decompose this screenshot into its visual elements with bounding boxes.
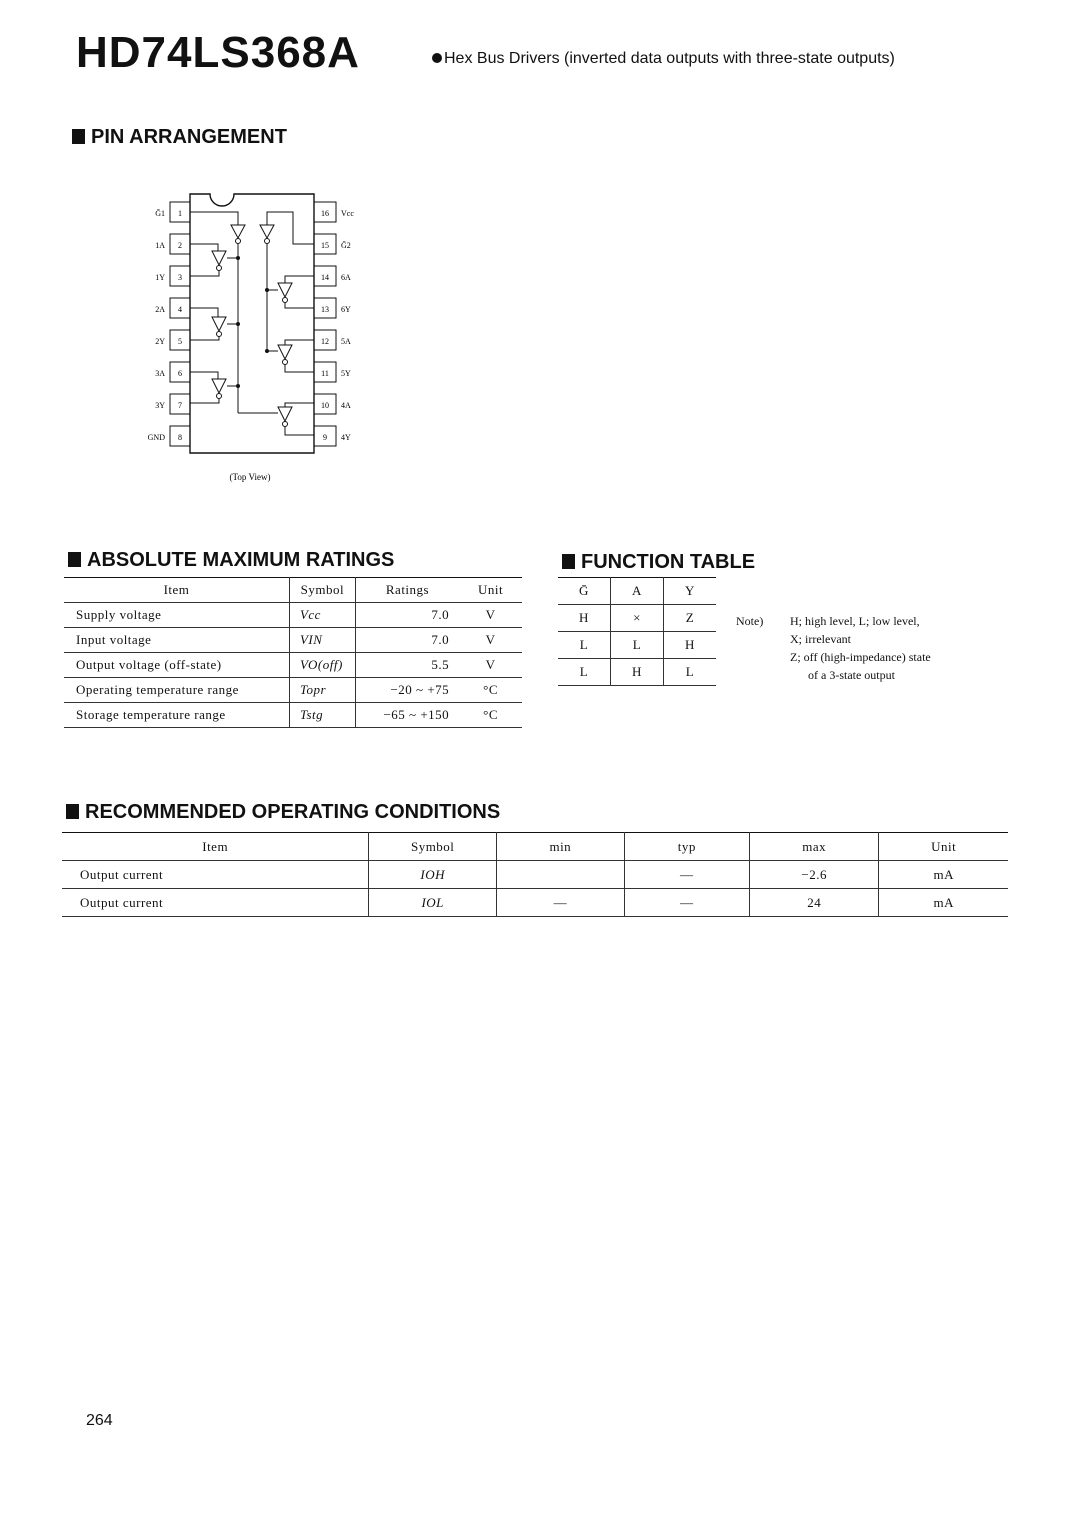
part-number: HD74LS368A — [76, 28, 360, 77]
pin-label: 6A — [341, 273, 351, 282]
cell-unit: V — [459, 603, 522, 628]
cell-value: Z — [664, 605, 717, 632]
square-bullet-icon — [66, 804, 79, 819]
function-table — [558, 577, 716, 686]
junction-dots — [236, 256, 269, 388]
pin-label: Ḡ1 — [155, 209, 165, 218]
cell-min: — — [497, 889, 624, 917]
input-2A-wire — [190, 308, 218, 317]
buffer-4-icon — [278, 407, 292, 421]
table-row — [64, 603, 522, 628]
cell-typ: — — [624, 861, 749, 889]
pin-label: 1A — [155, 241, 165, 250]
col-a: A — [611, 578, 664, 605]
cell-rating: −65 ~ +150 — [355, 703, 459, 728]
cell-value: L — [664, 659, 717, 686]
output-2Y-wire — [190, 337, 219, 340]
buffer-g1-icon — [231, 225, 245, 238]
description-text: Hex Bus Drivers (inverted data outputs with three-state outputs) — [444, 50, 895, 67]
table-row — [558, 605, 716, 632]
cell-unit: °C — [459, 678, 522, 703]
amr-heading: ABSOLUTE MAXIMUM RATINGS — [68, 548, 394, 572]
cell-unit: mA — [879, 861, 1008, 889]
pin-label: 4A — [341, 401, 351, 410]
cell-typ: — — [624, 889, 749, 917]
col-item: Item — [64, 578, 289, 603]
square-bullet-icon — [68, 552, 81, 567]
col-unit: Unit — [459, 578, 522, 603]
col-unit: Unit — [879, 833, 1008, 861]
buffer-1-icon — [212, 251, 226, 265]
buffer-6-icon — [278, 283, 292, 297]
pin-arrangement-heading: PIN ARRANGEMENT — [72, 125, 287, 149]
note-line: H; high level, L; low level, — [790, 614, 920, 628]
buffer-5-icon — [278, 345, 292, 359]
absolute-maximum-ratings-table — [64, 577, 522, 728]
cell-item: Output current — [62, 889, 369, 917]
cell-max: −2.6 — [749, 861, 878, 889]
cell-symbol: IOL — [369, 889, 497, 917]
table-row — [62, 861, 1008, 889]
cell-value: L — [558, 632, 611, 659]
col-max: max — [749, 833, 878, 861]
cell-unit: °C — [459, 703, 522, 728]
pin-label: Vcc — [341, 209, 354, 218]
col-symbol: Symbol — [369, 833, 497, 861]
pin-label: 5Y — [341, 369, 351, 378]
cell-item: Supply voltage — [64, 603, 289, 628]
table-row — [64, 678, 522, 703]
input-4A-wire — [285, 403, 314, 407]
pin-number: 1 — [178, 209, 182, 218]
table-row — [64, 703, 522, 728]
cell-symbol: Vcc — [289, 603, 355, 628]
cell-max: 24 — [749, 889, 878, 917]
pin-number: 9 — [323, 433, 327, 442]
pin-label: 3Y — [155, 401, 165, 410]
pin-number: 3 — [178, 273, 182, 282]
note-list — [790, 612, 931, 684]
cell-value: L — [558, 659, 611, 686]
cell-value: H — [558, 605, 611, 632]
input-5A-wire — [285, 340, 314, 345]
ic-package-outline — [190, 194, 314, 453]
cell-value: H — [611, 659, 664, 686]
cell-symbol: IOH — [369, 861, 497, 889]
cell-item: Output current — [62, 861, 369, 889]
buffer-2-icon — [212, 317, 226, 331]
cell-value: L — [611, 632, 664, 659]
cell-min — [497, 861, 624, 889]
pin-number: 6 — [178, 369, 182, 378]
col-min: min — [497, 833, 624, 861]
cell-item: Storage temperature range — [64, 703, 289, 728]
pin-number: 10 — [321, 401, 329, 410]
col-symbol: Symbol — [289, 578, 355, 603]
pin-number: 11 — [321, 369, 329, 378]
right-pin-group — [314, 202, 354, 446]
table-row — [558, 632, 716, 659]
input-6A-wire — [285, 276, 314, 283]
cell-symbol: VO(off) — [289, 653, 355, 678]
cell-rating: 5.5 — [355, 653, 459, 678]
note-label: Note) — [736, 614, 764, 628]
pin-number: 8 — [178, 433, 182, 442]
cell-unit: V — [459, 653, 522, 678]
buffer-g2-icon — [260, 225, 274, 238]
col-typ: typ — [624, 833, 749, 861]
table-header-row — [64, 578, 522, 603]
table-row — [64, 628, 522, 653]
square-bullet-icon — [562, 554, 575, 569]
cell-symbol: VIN — [289, 628, 355, 653]
pin-label: 4Y — [341, 433, 351, 442]
cell-value: H — [664, 632, 717, 659]
table-header-row — [62, 833, 1008, 861]
cell-unit: V — [459, 628, 522, 653]
pin-label: 1Y — [155, 273, 165, 282]
bullet-icon — [432, 53, 442, 63]
pin-label: 6Y — [341, 305, 351, 314]
recommended-operating-conditions-table — [62, 832, 1008, 917]
pin-label: 3A — [155, 369, 165, 378]
page-number: 264 — [86, 1412, 113, 1429]
cell-item: Input voltage — [64, 628, 289, 653]
note-line: of a 3-state output — [808, 668, 895, 682]
output-3Y-wire — [190, 399, 219, 403]
pin-arrangement-diagram — [130, 185, 370, 495]
pin-number: 13 — [321, 305, 329, 314]
cell-rating: −20 ~ +75 — [355, 678, 459, 703]
cell-unit: mA — [879, 889, 1008, 917]
col-ratings: Ratings — [355, 578, 459, 603]
left-pin-group — [148, 202, 190, 446]
inverter-bubble — [236, 239, 241, 244]
note-line: Z; off (high-impedance) state — [790, 650, 931, 664]
cell-item: Output voltage (off-state) — [64, 653, 289, 678]
col-y: Y — [664, 578, 717, 605]
pin-number: 14 — [321, 273, 329, 282]
enable-line-2 — [267, 212, 314, 244]
col-item: Item — [62, 833, 369, 861]
input-3A-wire — [190, 372, 218, 379]
output-5Y-wire — [285, 365, 314, 372]
pin-number: 15 — [321, 241, 329, 250]
pin-label: 2Y — [155, 337, 165, 346]
cell-item: Operating temperature range — [64, 678, 289, 703]
pin-label: Ḡ2 — [341, 241, 351, 250]
table-header-row — [558, 578, 716, 605]
buffer-3-icon — [212, 379, 226, 393]
table-row — [558, 659, 716, 686]
cell-rating: 7.0 — [355, 603, 459, 628]
pin-number: 16 — [321, 209, 329, 218]
pin-number: 7 — [178, 401, 182, 410]
col-g: Ḡ — [558, 578, 611, 605]
table-row — [64, 653, 522, 678]
pin-label: GND — [147, 433, 165, 442]
part-description — [432, 50, 895, 68]
square-bullet-icon — [72, 129, 85, 144]
enable-line-1 — [190, 212, 238, 225]
function-table-heading: FUNCTION TABLE — [562, 550, 755, 574]
note-line: X; irrelevant — [790, 632, 851, 646]
top-view-caption: (Top View) — [229, 472, 271, 482]
pin-label: 2A — [155, 305, 165, 314]
internal-schematic — [190, 212, 314, 435]
pin-number: 12 — [321, 337, 329, 346]
cell-value: × — [611, 605, 664, 632]
output-4Y-wire — [285, 427, 314, 435]
cell-symbol: Topr — [289, 678, 355, 703]
output-1Y-wire — [190, 271, 219, 276]
pin-number: 5 — [178, 337, 182, 346]
roc-heading: RECOMMENDED OPERATING CONDITIONS — [66, 800, 500, 824]
output-6Y-wire — [285, 303, 314, 308]
cell-rating: 7.0 — [355, 628, 459, 653]
input-1A-wire — [190, 244, 218, 251]
pin-number: 2 — [178, 241, 182, 250]
table-row — [62, 889, 1008, 917]
pin-label: 5A — [341, 337, 351, 346]
cell-symbol: Tstg — [289, 703, 355, 728]
pin-number: 4 — [178, 305, 182, 314]
